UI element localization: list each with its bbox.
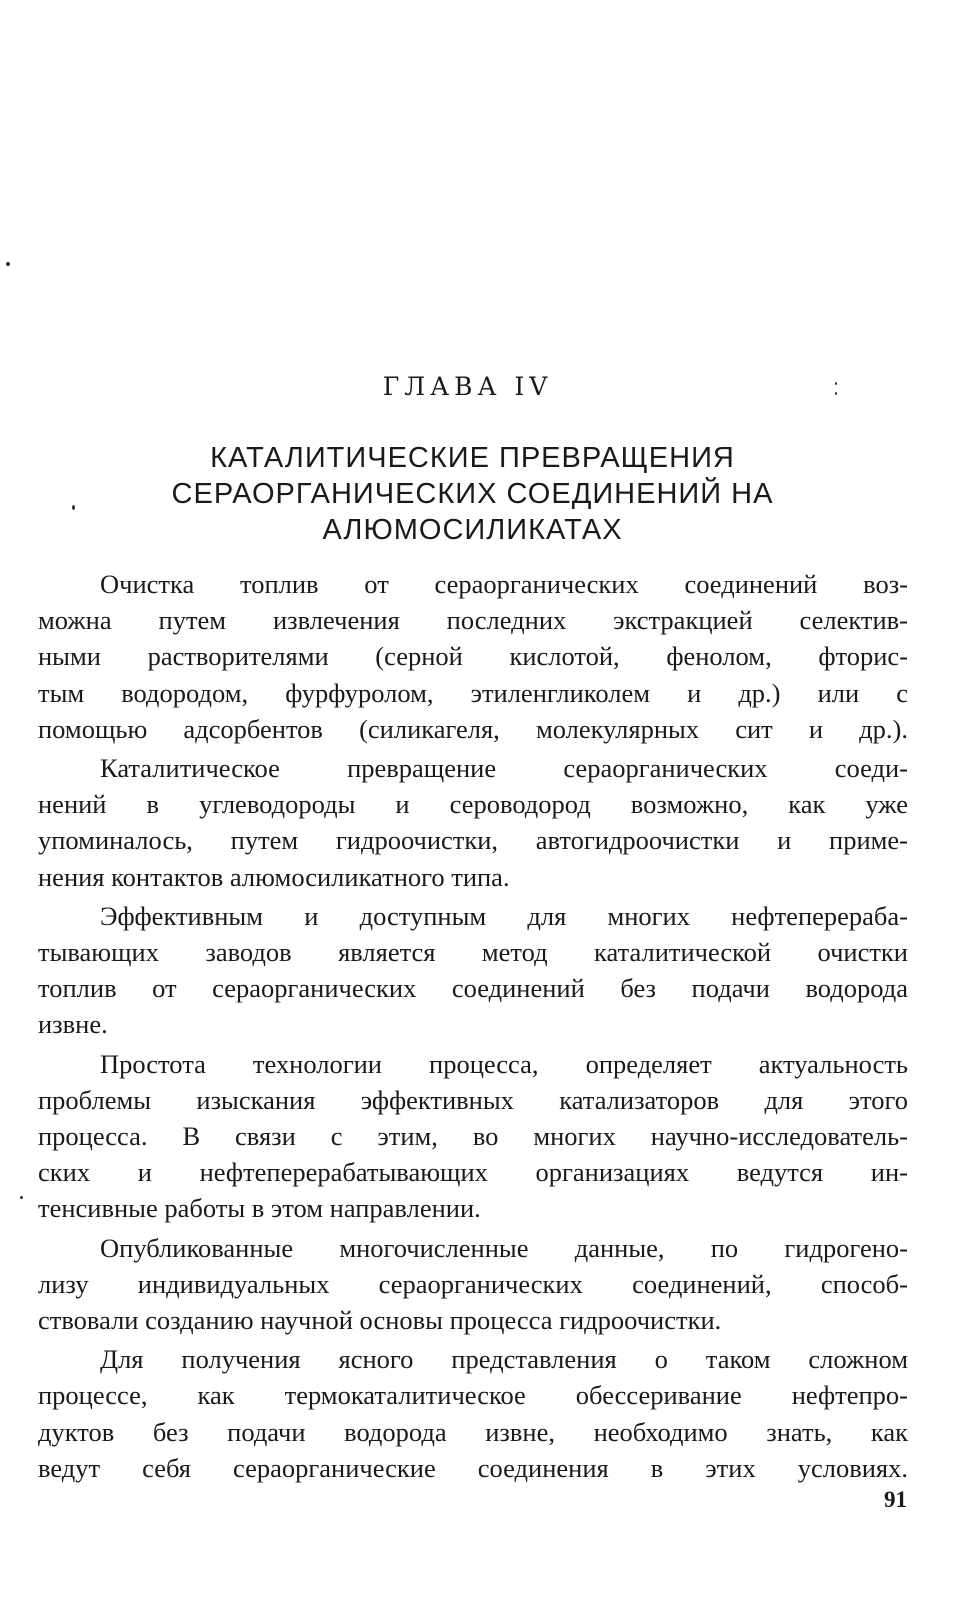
paragraph	[38, 750, 908, 895]
text-line: процесса. В связи с этим, во многих научно-исследователь-	[38, 1121, 908, 1152]
page-number: 91	[884, 1487, 907, 1512]
text-line: Очистка топлив от сераорганических соединений воз-	[100, 569, 908, 599]
paragraph	[38, 1341, 908, 1486]
chapter-title	[0, 440, 945, 548]
text-line: тывающих заводов является метод каталитической очистки	[38, 937, 908, 968]
paragraph	[38, 898, 908, 1043]
paragraph	[38, 566, 908, 747]
text-line: Эффективным и доступным для многих нефтеперераба-	[100, 900, 908, 931]
text-line: дуктов без подачи водорода извне, необходимо знать, как	[38, 1416, 908, 1447]
text-line: нений в углеводороды и сероводород возможно, как уже	[38, 789, 908, 820]
text-line: Опубликованные многочисленные данные, по гидрогено-	[100, 1232, 908, 1263]
text-line: ными растворителями (серной кислотой, фенолом, фторис-	[38, 641, 908, 672]
text-line: тенсивные работы в этом направлении.	[38, 1193, 481, 1224]
text-line: топлив от сераорганических соединений без подачи водорода	[38, 973, 908, 1004]
text-line: Простота технологии процесса, определяет актуальность	[100, 1048, 908, 1079]
chapter-title-line: КАТАЛИТИЧЕСКИЕ ПРЕВРАЩЕНИЯ	[210, 442, 735, 474]
chapter-title-line: АЛЮМОСИЛИКАТАХ	[322, 514, 623, 546]
paragraph	[38, 1230, 908, 1339]
chapter-label: ГЛАВА IV	[382, 372, 553, 401]
text-line: помощью адсорбентов (силикагеля, молекулярных сит и др.).	[38, 713, 908, 744]
text-line: ствовали созданию научной основы процесса гидроочистки.	[38, 1305, 722, 1336]
text-line: лизу индивидуальных сераорганических соединений, способ-	[38, 1268, 908, 1299]
text-line: упоминалось, путем гидроочистки, автогидроочистки и приме-	[38, 825, 908, 856]
text-line: извне.	[38, 1009, 108, 1040]
text-line: проблемы изыскания эффективных катализаторов для этого	[38, 1084, 908, 1115]
paragraph	[38, 1046, 908, 1227]
text-line: процессе, как термокаталитическое обессеривание нефтепро-	[38, 1380, 908, 1411]
text-line: ских и нефтеперерабатывающих организациях ведутся ин-	[38, 1157, 908, 1188]
text-line: тым водородом, фурфуролом, этиленгликолем и др.) или с	[38, 677, 908, 708]
text-line: ведут себя сераорганические соединения в этих условиях.	[38, 1452, 908, 1483]
scan-speck	[6, 262, 10, 266]
text-line: можна путем извлечения последних экстракцией селектив-	[38, 605, 908, 636]
text-line: Каталитическое превращение сераорганических соеди-	[100, 753, 908, 784]
text-line: нения контактов алюмосиликатного типа.	[38, 861, 510, 892]
body-text	[38, 566, 908, 1489]
scan-speck	[20, 1196, 23, 1199]
text-line: Для получения ясного представления о таком сложном	[100, 1344, 908, 1375]
chapter-title-line: СЕРАОРГАНИЧЕСКИХ СОЕДИНЕНИЙ НА	[171, 478, 774, 510]
